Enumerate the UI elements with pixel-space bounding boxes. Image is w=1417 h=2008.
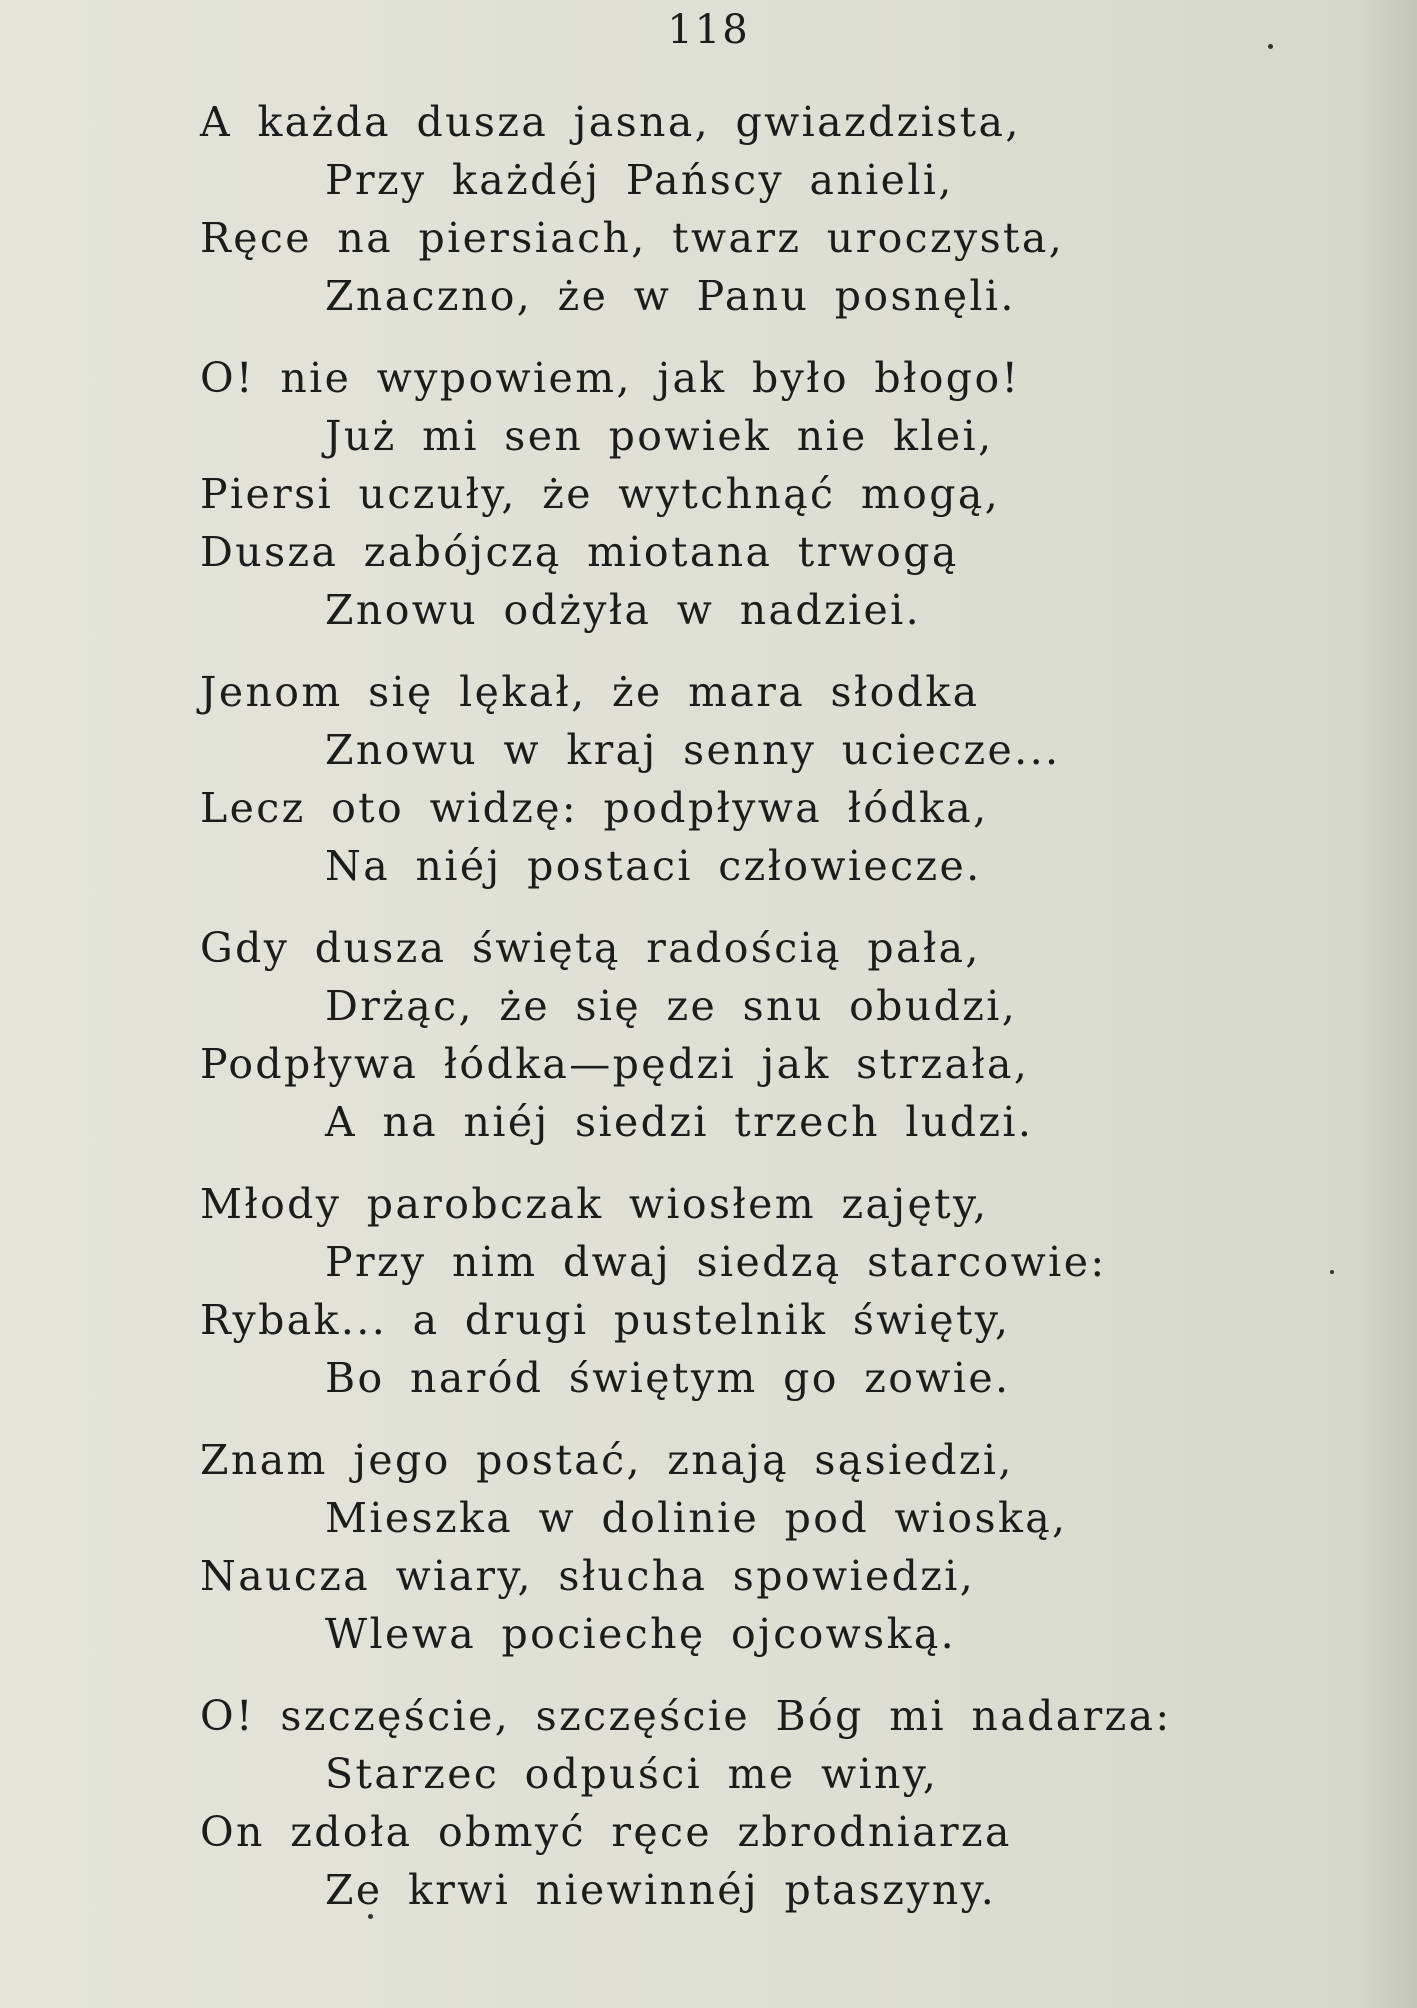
stanza	[200, 1687, 1250, 1919]
verse-line: O! nie wypowiem, jak było błogo!	[200, 354, 1021, 402]
verse-line: Ręce na piersiach, twarz uroczysta,	[200, 214, 1065, 262]
verse-line: Ze krwi niewinnéj ptaszyny.	[325, 1866, 997, 1914]
verse-line: Dusza zabójczą miotana trwogą	[200, 528, 959, 576]
stanza-gap	[200, 895, 1250, 919]
stanza	[200, 919, 1250, 1151]
verse-line: Starzec odpuści me winy,	[325, 1750, 939, 1798]
page-edge-shadow	[1357, 0, 1417, 2008]
stanza-gap	[200, 639, 1250, 663]
verse-line: Już mi sen powiek nie klei,	[325, 412, 994, 460]
verse-line: Młody parobczak wiosłem zajęty,	[200, 1180, 989, 1228]
stanza	[200, 93, 1250, 325]
stanza-gap	[200, 1407, 1250, 1431]
verse-line: A każda dusza jasna, gwiazdzista,	[200, 98, 1021, 146]
stanza	[200, 1175, 1250, 1407]
verse-line: Przy każdéj Pańscy anieli,	[325, 156, 954, 204]
page-number: 118	[667, 7, 750, 53]
verse-line: Znam jego postać, znają sąsiedzi,	[200, 1436, 1014, 1484]
verse-line: A na niéj siedzi trzech ludzi.	[325, 1098, 1034, 1146]
verse-line: Gdy dusza świętą radością pała,	[200, 924, 981, 972]
print-speck	[1268, 44, 1273, 49]
print-speck	[1330, 1270, 1334, 1274]
verse-line: Wlewa pociechę ojcowską.	[325, 1610, 957, 1658]
verse-line: Znaczno, że w Panu posnęli.	[325, 272, 1016, 320]
poem	[200, 93, 1250, 1919]
stanza-gap	[200, 1663, 1250, 1687]
verse-line: Mieszka w dolinie pod wioską,	[325, 1494, 1068, 1542]
verse-line: Na niéj postaci człowiecze.	[325, 842, 982, 890]
verse-line: Naucza wiary, słucha spowiedzi,	[200, 1552, 976, 1600]
verse-line: Podpływa łódka—pędzi jak strzała,	[200, 1040, 1030, 1088]
verse-line: Przy nim dwaj siedzą starcowie:	[325, 1238, 1107, 1286]
verse-line: O! szczęście, szczęście Bóg mi nadarza:	[200, 1692, 1172, 1740]
verse-line: Rybak... a drugi pustelnik święty,	[200, 1296, 1011, 1344]
verse-line: Lecz oto widzę: podpływa łódka,	[200, 784, 989, 832]
stanza-gap	[200, 325, 1250, 349]
verse-line: On zdoła obmyć ręce zbrodniarza	[200, 1808, 1012, 1856]
verse-line: Piersi uczuły, że wytchnąć mogą,	[200, 470, 1001, 518]
stanza	[200, 663, 1250, 895]
verse-line: Drżąc, że się ze snu obudzi,	[325, 982, 1018, 1030]
stanza-gap	[200, 1151, 1250, 1175]
print-speck	[368, 1914, 373, 1919]
stanza	[200, 349, 1250, 639]
verse-line: Znowu w kraj senny uciecze...	[325, 726, 1061, 774]
verse-line: Znowu odżyła w nadziei.	[325, 586, 922, 634]
stanza	[200, 1431, 1250, 1663]
verse-line: Bo naród świętym go zowie.	[325, 1354, 1011, 1402]
verse-line: Jenom się lękał, że mara słodka	[200, 668, 980, 716]
